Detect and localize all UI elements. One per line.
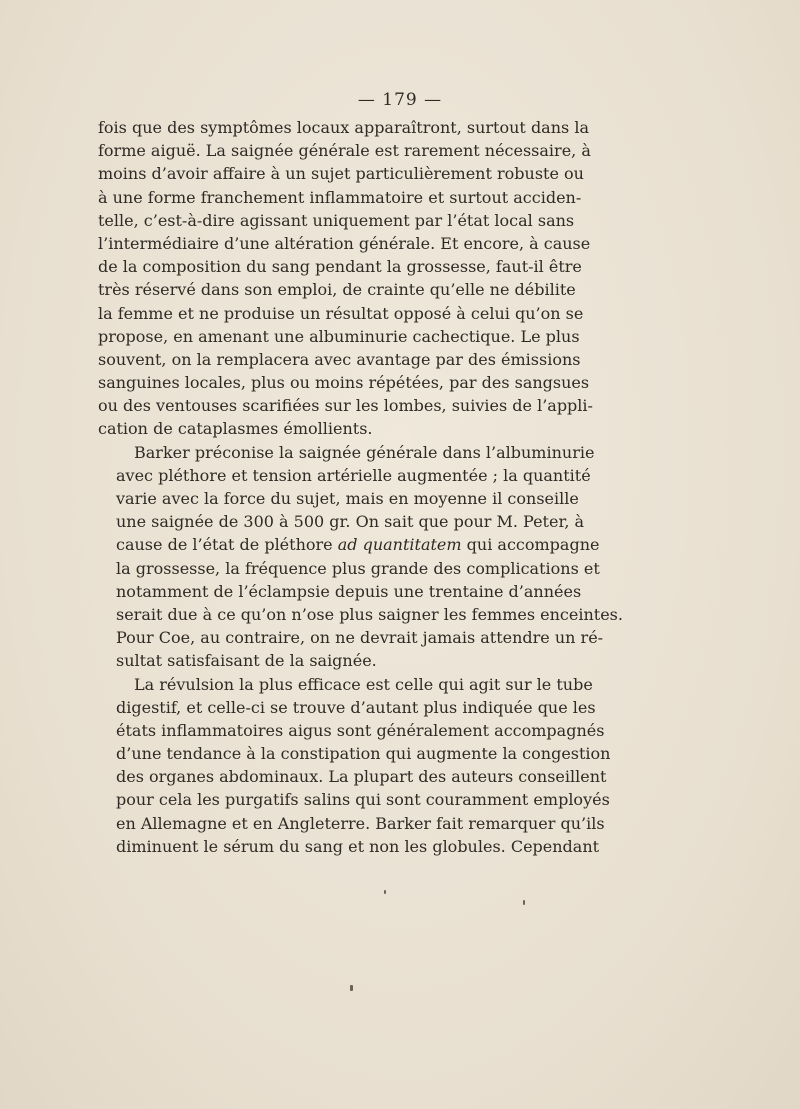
text-line: Barker préconise la saignée générale dans l’albuminurie: [134, 442, 595, 462]
text-line: d’une tendance à la constipation qui augmente la congestion: [116, 744, 611, 764]
text-line: très réservé dans son emploi, de crainte qu’elle ne débilite: [98, 280, 576, 300]
text-line: pour cela les purgatifs salins qui sont couramment employés: [116, 790, 610, 810]
text-line: cause de l’état de pléthore ad quantitatem qui accompagne: [116, 535, 600, 555]
text-line: sanguines locales, plus ou moins répétées, par des sangsues: [98, 373, 590, 393]
text-line: forme aiguë. La saignée générale est rarement nécessaire, à: [98, 141, 591, 161]
text-line: des organes abdominaux. La plupart des auteurs conseillent: [116, 767, 607, 787]
ink-speck: [384, 890, 386, 894]
text-line: digestif, et celle-ci se trouve d’autant plus indiquée que les: [116, 697, 596, 717]
text-line: moins d’avoir affaire à un sujet particulièrement robuste ou: [98, 164, 584, 184]
page-number: — 179 —: [357, 90, 443, 110]
text-line: La révulsion la plus efficace est celle qui agit sur le tube: [134, 674, 593, 694]
text-line: propose, en amenant une albuminurie cachectique. Le plus: [98, 326, 580, 346]
italic-text: ad quantitatem: [337, 535, 462, 555]
text-line: la femme et ne produise un résultat opposé à celui qu’on se: [98, 303, 584, 323]
body-text: [98, 116, 623, 858]
text-line: états inflammatoires aigus sont généralement accompagnés: [116, 720, 605, 740]
text-line: diminuent le sérum du sang et non les globules. Cependant: [116, 836, 600, 856]
text-line: la grossesse, la fréquence plus grande des complications et: [116, 558, 600, 578]
text-line: fois que des symptômes locaux apparaîtront, surtout dans la: [98, 118, 589, 137]
text-line: telle, c’est-à-dire agissant uniquement par l’état local sans: [98, 210, 575, 230]
text-line: cation de cataplasmes émollients.: [98, 419, 373, 439]
text-line: ou des ventouses scarifiées sur les lombes, suivies de l’appli-: [98, 396, 593, 416]
text-line: à une forme franchement inflammatoire et surtout acciden-: [98, 187, 582, 207]
text-line: une saignée de 300 à 500 gr. On sait que pour M. Peter, à: [116, 512, 585, 532]
ink-speck: [350, 985, 353, 991]
text-line: de la composition du sang pendant la grossesse, faut-il être: [98, 257, 582, 277]
text-line: avec pléthore et tension artérielle augmentée ; la quantité: [116, 465, 591, 485]
text-line: sultat satisfaisant de la saignée.: [116, 651, 377, 671]
ink-speck: [523, 900, 525, 905]
text-line: varie avec la force du sujet, mais en moyenne il conseille: [116, 489, 579, 508]
text-line: l’intermédiaire d’une altération générale. Et encore, à cause: [98, 233, 591, 253]
paragraph: [98, 441, 623, 673]
text-line: serait due à ce qu’on n’ose plus saigner les femmes enceintes.: [116, 604, 623, 624]
text-line: souvent, on la remplacera avec avantage par des émissions: [98, 349, 581, 369]
text-line: notamment de l’éclampsie depuis une trentaine d’années: [116, 581, 582, 601]
paragraph: [98, 116, 593, 441]
paragraph: [98, 673, 611, 859]
text-line: Pour Coe, au contraire, on ne devrait jamais attendre un ré-: [116, 628, 604, 648]
text-line: en Allemagne et en Angleterre. Barker fait remarquer qu’ils: [116, 813, 605, 833]
